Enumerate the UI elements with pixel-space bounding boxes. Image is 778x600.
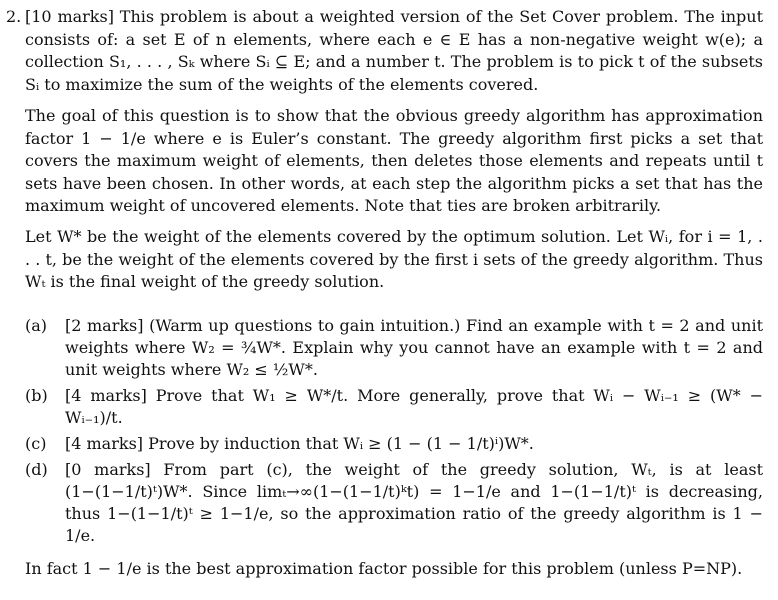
subquestion-a [25, 315, 763, 381]
question-number: 2. [6, 7, 22, 26]
problem-statement: [10 marks] This problem is about a weighted version of the Set Cover problem. The input consists of: a set E of n elements, where each e ∈ E has a non-negative weight w(e); a collection S₁, . . . , Sₖ where Sᵢ ⊆ E; and a number t. The problem is to pick t of the subsets Sᵢ to maximize the sum of the weights of the elements covered. [25, 7, 763, 94]
subquestion-label: (a) [25, 316, 48, 335]
subquestion-text: [4 marks] Prove that W₁ ≥ W*/t. More generally, prove that Wᵢ − Wᵢ₋₁ ≥ (W* − Wᵢ₋₁)/t. [65, 386, 763, 427]
subquestion-label: (d) [25, 460, 48, 479]
subquestion-text: [4 marks] Prove by induction that Wᵢ ≥ (1 − (1 − 1/t)ⁱ)W*. [65, 434, 534, 453]
subquestion-b [25, 385, 763, 429]
subquestion-d [25, 459, 763, 547]
subquestion-text: [2 marks] (Warm up questions to gain intuition.) Find an example with t = 2 and unit weights where W₂ = ¾W*. Explain why you cannot have an example with t = 2 and unit weights where W₂ ≤ ½W*. [65, 316, 763, 379]
goal-paragraph: The goal of this question is to show that the obvious greedy algorithm has approximation factor 1 − 1/e where e is Euler’s constant. The greedy algorithm first picks a set that covers the maximum weight of elements, then deletes those elements and repeats until t sets have been chosen. In other words, at each step the algorithm picks a set that has the maximum weight of uncovered elements. Note that ties are broken arbitrarily. [25, 106, 763, 215]
definitions-paragraph: Let W* be the weight of the elements covered by the optimum solution. Let Wᵢ, for i = 1, . . . t, be the weight of the elements covered by the first i sets of the greedy algorithm. Thus Wₜ is the final weight of the greedy solution. [25, 227, 763, 291]
subquestion-list [25, 315, 763, 551]
subquestion-label: (c) [25, 434, 47, 453]
subquestion-text: [0 marks] From part (c), the weight of the greedy solution, Wₜ, is at least (1−(1−1/t)ᵗ)W*. Since limₜ→∞(1−(1−1/t)ᵏt) = 1−1/e and 1−(1−1/t)ᵗ is decreasing, thus 1−(1−1/t)ᵗ ≥ 1−1/e, so the approximation ratio of the greedy algorithm is 1 − 1/e. [65, 460, 763, 545]
closing-remark: In fact 1 − 1/e is the best approximation factor possible for this problem (unless P=NP). [25, 559, 743, 578]
subquestion-c [25, 433, 763, 455]
subquestion-label: (b) [25, 386, 48, 405]
